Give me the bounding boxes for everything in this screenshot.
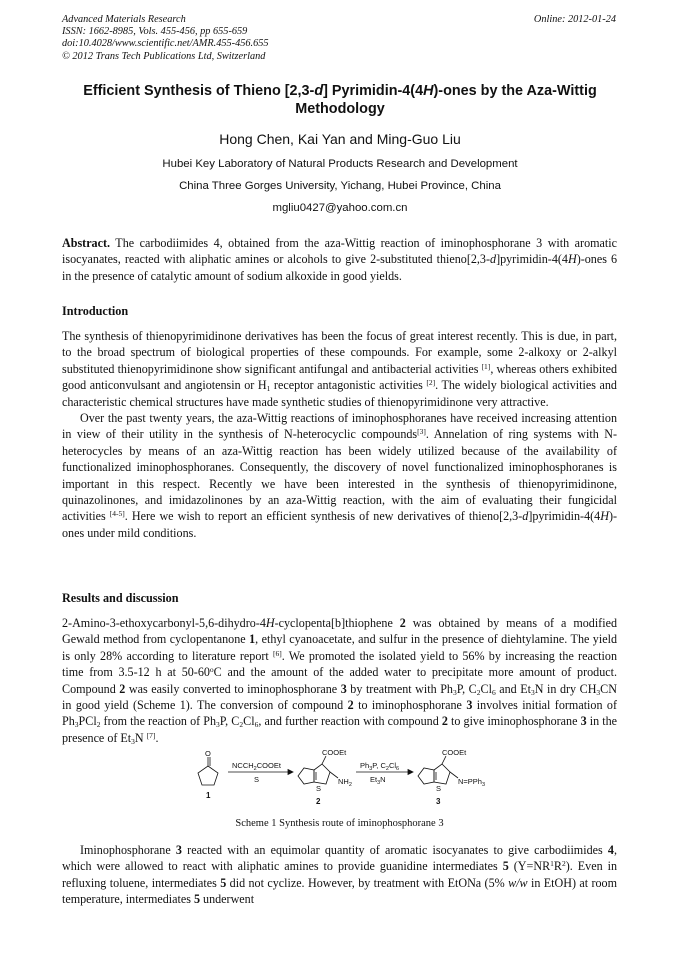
reagent-2-base: $Et_3N$: [370, 775, 386, 786]
authors: Hong Chen, Kai Yan and Ming-Guo Liu: [219, 131, 461, 147]
online-date: Online: 2012-01-24: [533, 14, 616, 25]
carbonyl-o-label: O: [205, 749, 211, 758]
iminophosphorane-label: N=PPh$_3$: [458, 777, 486, 788]
nh2-label: $NH_2$: [338, 777, 352, 788]
results-paragraph-2: Iminophosphorane 3 reacted with an equimolar quantity of aromatic isocyanates to give carbodiimides 4, which were allowed to react with aliphatic amines to provide guanidine intermediates 5 $(Y=NR^1R^2)$. Even in refluxing toluene, intermediates 5 did not cyclize. However, by treatment with EtONa (5% w/w in EtOH) at room temperature, intermediates 5 underwent: [62, 843, 618, 907]
doi-line: doi:10.4028/www.scientific.net/AMR.455-456.655: [62, 38, 269, 50]
scheme-caption: Scheme 1 Synthesis route of iminophosphorane 3: [235, 818, 444, 829]
copyright-line: © 2012 Trans Tech Publications Ltd, Switzerland: [62, 50, 266, 62]
reagent-1-label: $NCCH_2COOEt$: [232, 761, 281, 772]
scheme-1-diagram: [190, 748, 500, 808]
reagent-1-sulfur: S: [254, 775, 260, 784]
compound-2-label: 2: [316, 797, 321, 806]
sulfur-label-3: S: [436, 784, 442, 793]
affiliation-line-1: Hubei Key Laboratory of Natural Products Research and Development: [162, 158, 518, 170]
abstract: Abstract. The carbodiimides 4, obtained from the aza-Wittig reaction of iminophosphorane 3 with aromatic isocyanates, reacted with aliphatic amines or alcohols to give 2-substituted thieno[2,3-d]pyrimidin-4(4H)-ones 6 in the presence of catalytic amount of sodium alkoxide in good yields.: [62, 236, 618, 283]
compound-1-label: 1: [206, 791, 211, 800]
intro-paragraph-1: The synthesis of thienopyrimidinone derivatives has been the focus of great interest recently. This is due, in part, to the broad spectrum of biological properties of these compounds. For example, some 2-alkoxy or 2-alkyl substituted thienopyrimidinone show significant antifungal and antibacterial activities [1], whereas others exhibited good anticonvulsant and angiotensin or $H_1$ receptor antagonistic activities [2]. The widely biological activities and characteristic chemical structures have made synthetic studies of thienopyrimidinone very attractive.: [62, 329, 617, 409]
affiliation-line-2: China Three Gorges University, Yichang, Hubei Province, China: [179, 180, 501, 192]
introduction-heading: Introduction: [62, 304, 129, 318]
issn-line: ISSN: 1662-8985, Vols. 455-456, pp 655-659: [62, 26, 248, 38]
introduction-body: [62, 328, 617, 541]
email: mgliu0427@yahoo.com.cn: [272, 202, 408, 214]
reaction-arrow-2: [356, 770, 413, 775]
abstract-label: Abstract.: [62, 236, 111, 250]
results-heading: Results and discussion: [62, 591, 179, 605]
sulfur-label-2: S: [316, 784, 322, 793]
journal-name: Advanced Materials Research: [62, 14, 186, 25]
cooet-label-3: COOEt: [442, 748, 467, 757]
reagent-2-label: $Ph_3P$, $C_2Cl_6$: [360, 761, 400, 772]
journal-header: [62, 14, 618, 63]
paper-title: Efficient Synthesis of Thieno [2,3-d] Pyrimidin-4(4H)-ones by the Aza-Wittig Methodology: [83, 83, 597, 117]
reaction-arrow-1: [228, 770, 293, 775]
cooet-label-2: COOEt: [322, 748, 347, 757]
compound-1-structure: [198, 757, 218, 785]
compound-3-label: 3: [436, 797, 441, 806]
results-paragraph-1: 2-Amino-3-ethoxycarbonyl-5,6-dihydro-4H-cyclopenta[b]thiophene 2 was obtained by means of a modified Gewald method from cyclopentanone 1, ethyl cyanoacetate, and sulfur in the presence of diehtylamine. The yield is only 28% according to literature report [6]. We promoted the isolated yield to 56% by increasing the reaction time from 3.5-12 h at 50-60$^o$C and the amount of the added water to precipitate more amount of product. Compound 2 was easily converted to iminophosphorane 3 by treatment with $Ph_3P$, $C_2Cl_6$ and $Et_3N$ in dry $CH_3CN$ in good yield (Scheme 1). The conversion of compound 2 to iminophosphorane 3 involves initial formation of $Ph_3PCl_2$ from the reaction of $Ph_3P$, $C_2Cl_6$, and further reaction with compound 2 to give iminophosphorane 3 in the presence of $Et_3N$ [7].: [62, 616, 618, 746]
intro-paragraph-2: Over the past twenty years, the aza-Wittig reactions of iminophosphoranes have received increasing attention in view of their utility in the synthesis of N-heterocyclic compounds[3]. Annelation of ring systems with N-heterocycles by means of an aza-Wittig reaction has been widely utilized because of the availability of functionalized iminophosphoranes. Consequently, the discovery of novel functionalized iminophosphoranes is important in this respect. Recently we have been interested in the synthesis of thienopyrimidinone, quinazolinones, and imidazolinones by an aza-Wittig reaction, with the aim of evaluating their fungicidal activities [4-5]. Here we wish to report an efficient synthesis of new derivatives of thieno[2,3-d]pyrimidin-4(4H)-ones under mild conditions.: [62, 411, 617, 540]
compound-2-structure: [298, 756, 338, 784]
compound-3-structure: [418, 756, 458, 784]
